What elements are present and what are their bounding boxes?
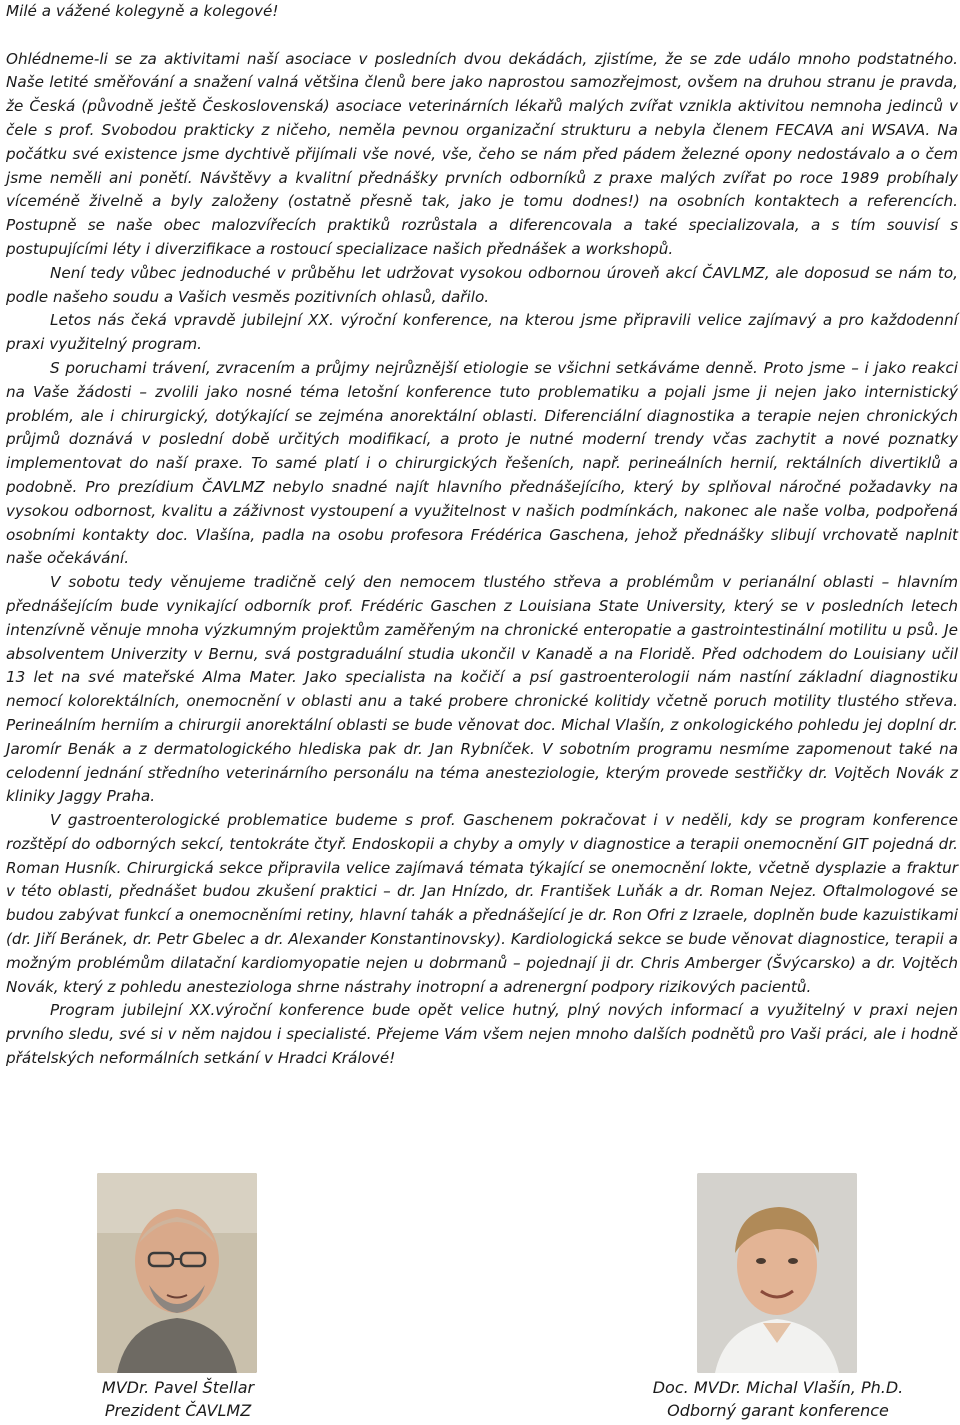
paragraph-sunday: V gastroenterologické problematice budeme s prof. Gaschenem pokračovat i v neděli, kdy se program konference rozštěpí do odborných sekcí, tentokráte čtyř. Endoskopii a chyby a omyly v diagnostice a terapii onemocnění GIT pojedná dr. Roman Husník. Chirurgická sekce připravila velice zajímavá témata týkající se onemocnění lokte, včetně dysplazie a fraktur v této oblasti, přednášet budou zkušení praktici – dr. Jan Hnízdo, dr. František Luňák a dr. Roman Nejez. Oftalmologové se budou zabývat funkcí a onemocněními retiny, hlavní tahák a přednášející je dr. Ron Ofri z Izraele, doplněn bude kazuistikami (dr. Jiří Beránek, dr. Petr Gbelec a dr. Alexander Konstantinovsky). Kardiologická sekce se bude věnovat diagnostice, terapii a možným problémům dilatační kardiomyopatie nejen u dobrmanů – pojednají ji dr. Chris Amberger (Švýcarsko) a dr. Vojtěch Novák, který z pohledu anesteziologa shrne nástrahy inotropní a adrenergní podpory rizikových pacientů. <box>6 811 958 996</box>
signature-stellar <box>48 1376 308 1422</box>
paragraph-intro: Ohlédneme-li se za aktivitami naší asociace v posledních dvou dekádách, zjistíme, že se zde událo mnoho podstatného. Naše letité směřování a snažení valná většina členů bere jako naprostou samozřejmost, ovšem na druhou stranu je pravda, že Česká (původně ještě Československá) asociace veterinárních lékařů malých zvířat vznikla aktivitou nemnoha jedinců v čele s prof. Svobodou prakticky z ničeho, neměla pevnou organizační strukturu a nebyla členem FECAVA ani WSAVA. Na počátku své existence jsme dychtivě přijímali vše nové, vše, čeho se nám před pádem železné opony nedostávalo a o čem jsme neměli ani ponětí. Návštěvy a kvalitní přednášky prvních odborníků z praxe malých zvířat po roce 1989 probíhaly víceméně živelně a byly založeny (ostatně přesně tak, jako je tomu dodnes!) na osobních kontaktech a referencích. Postupně se naše obec malozvířecích praktiků rozrůstala a diferencovala a také specializovala, a s tím souvisí s postupujícími léty i diverzifikace a rostoucí specializace našich přednášek a workshopů. <box>6 49 958 258</box>
signature-name: Doc. MVDr. Michal Vlašín, Ph.D. <box>652 1378 904 1397</box>
paragraph-closing: Program jubilejní XX.výroční konference bude opět velice hutný, plný nových informací a využitelný v praxi nejen prvního sledu, své si v něm najdou i specialisté. Přejeme Vám všem nejen mnoho dalších podnětů pro Vaši práci, ale i hodně přátelských neformálních setkání v Hradci Králové! <box>6 1001 958 1068</box>
portrait-illustration <box>97 1173 257 1373</box>
paragraph-standards: Není tedy vůbec jednoduché v průběhu let udržovat vysokou odbornou úroveň akcí ČAVLMZ, ale doposud se nám to, podle našeho soudu a Vašich vesměs pozitivních ohlasů, dařilo. <box>6 263 958 306</box>
signature-vlasin <box>630 1376 926 1422</box>
paragraph-conference: Letos nás čeká vpravdě jubilejní XX. výroční konference, na kterou jsme připravili velice zajímavý a pro každodenní praxi využitelný program. <box>6 311 958 354</box>
signature-role: Prezident ČAVLMZ <box>104 1401 252 1420</box>
portrait-photo-stellar <box>97 1173 257 1373</box>
signature-name: MVDr. Pavel Štellar <box>101 1378 255 1397</box>
paragraph-saturday: V sobotu tedy věnujeme tradičně celý den nemocem tlustého střeva a problémům v perianální oblasti – hlavním přednášejícím bude vynikající odborník prof. Frédéric Gaschen z Louisiana State University, který se v posledních letech intenzívně věnuje mnoha výzkumným projektům zaměřeným na chronické enteropatie a gastrointestinální motilitu u psů. Je absolventem Univerzity v Bernu, svá postgraduální studia ukončil v Kanadě a na Floridě. Před odchodem do Louisiany učil 13 let na své mateřské Alma Mater. Jako specialista na kočičí a psí gastroenterologii nám nastíní základní diagnostiku nemocí kolorektálních, onemocnění v oblasti anu a také probere chronické kolitidy včetně poruch motility tlustého střeva. Perineálním herniím a chirurgii anorektální oblasti se bude věnovat doc. Michal Vlašín, z onkologického pohledu jej doplní dr. Jaromír Benák a z dermatologického hlediska pak dr. Jan Rybníček. V sobotním programu nesmíme zapomenout také na celodenní jednání středního veterinárního personálu na téma anesteziologie, kterým provede sestřičky dr. Vojtěch Novák z kliniky Jaggy Praha. <box>6 573 958 806</box>
letter-body <box>6 0 958 1071</box>
greeting: Milé a vážené kolegyně a kolegové! <box>6 2 279 20</box>
portrait-photo-vlasin <box>697 1173 857 1373</box>
paragraph-topic: S poruchami trávení, zvracením a průjmy nejrůznější etiologie se všichni setkáváme denně. Proto jsme – i jako reakci na Vaše žádosti – zvolili jako nosné téma letošní konference tuto problematiku a pojali jsme ji nejen jako internistický problém, ale i chirurgický, dotýkající se zejména anorektální oblasti. Diferenciální diagnostika a terapie nejen chronických průjmů doznává v poslední době určitých modifikací, a proto je nutné moderní trendy včas zachytit a nové poznatky implementovat do naší praxe. To samé platí i o chirurgických řešeních, např. perineálních hernií, rektálních divertiklů a podobně. Pro prezídium ČAVLMZ nebylo snadné najít hlavního přednášejícího, který by splňoval náročné požadavky na vysokou odbornost, kvalitu a záživnost vystoupení a využitelnost v našich podmínkách, nakonec ale naše volba, podpořená osobními kontakty doc. Vlašína, padla na osobu profesora Frédérica Gaschena, jehož přednášky slibují vrchovatě naplnit naše očekávání. <box>6 358 958 568</box>
signature-role: Odborný garant konference <box>667 1401 889 1420</box>
portrait-illustration <box>697 1173 857 1373</box>
